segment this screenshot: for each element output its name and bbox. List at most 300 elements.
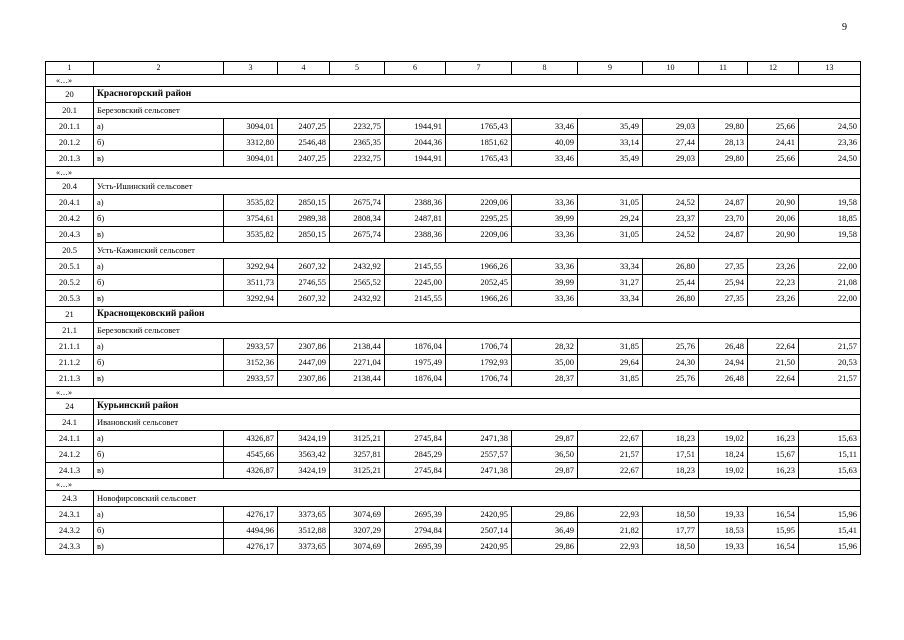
row-subcategory: б): [94, 275, 224, 291]
value-cell: 4276,17: [224, 507, 278, 523]
value-cell: 26,48: [699, 339, 748, 355]
row-subcategory: а): [94, 431, 224, 447]
column-number-header: 6: [385, 62, 446, 75]
value-cell: 1765,43: [446, 151, 512, 167]
value-cell: 15,96: [799, 507, 861, 523]
value-cell: 2407,25: [278, 119, 330, 135]
row-code: 24.1.1: [46, 431, 94, 447]
value-cell: 29,80: [699, 151, 748, 167]
ellipsis-row: [46, 387, 861, 399]
value-cell: 3535,82: [224, 195, 278, 211]
value-cell: 28,13: [699, 135, 748, 151]
table-row: [46, 431, 861, 447]
value-cell: 15,95: [748, 523, 799, 539]
value-cell: 18,50: [643, 539, 699, 555]
table-row: [46, 227, 861, 243]
value-cell: 2044,36: [385, 135, 446, 151]
column-number-header: 10: [643, 62, 699, 75]
value-cell: 2145,55: [385, 259, 446, 275]
value-cell: 2745,84: [385, 463, 446, 479]
value-cell: 4545,66: [224, 447, 278, 463]
value-cell: 4326,87: [224, 431, 278, 447]
value-cell: 3535,82: [224, 227, 278, 243]
value-cell: 3511,73: [224, 275, 278, 291]
value-cell: 2507,14: [446, 523, 512, 539]
value-cell: 26,80: [643, 259, 699, 275]
table-body: [46, 62, 861, 555]
table-row: [46, 339, 861, 355]
row-code: 24.3.2: [46, 523, 94, 539]
row-subcategory: в): [94, 463, 224, 479]
row-subcategory: а): [94, 339, 224, 355]
value-cell: 3373,65: [278, 507, 330, 523]
value-cell: 25,66: [748, 119, 799, 135]
row-code: 20.5.1: [46, 259, 94, 275]
value-cell: 33,46: [512, 119, 578, 135]
row-code: 24.1.2: [46, 447, 94, 463]
council-row: [46, 415, 861, 431]
value-cell: 29,87: [512, 431, 578, 447]
row-code: 21.1.3: [46, 371, 94, 387]
value-cell: 2209,06: [446, 227, 512, 243]
value-cell: 2420,95: [446, 539, 512, 555]
value-cell: 2850,15: [278, 195, 330, 211]
value-cell: 2232,75: [330, 119, 385, 135]
value-cell: 18,24: [699, 447, 748, 463]
value-cell: 2138,44: [330, 371, 385, 387]
value-cell: 16,54: [748, 539, 799, 555]
value-cell: 18,23: [643, 463, 699, 479]
council-title: Усть-Кажинский сельсовет: [94, 243, 861, 259]
value-cell: 3074,69: [330, 507, 385, 523]
value-cell: 3207,29: [330, 523, 385, 539]
value-cell: 35,49: [578, 151, 643, 167]
value-cell: 22,93: [578, 507, 643, 523]
value-cell: 1706,74: [446, 339, 512, 355]
ellipsis-text: «…»: [46, 75, 861, 87]
value-cell: 19,33: [699, 507, 748, 523]
row-code: 20.4.2: [46, 211, 94, 227]
value-cell: 24,50: [799, 119, 861, 135]
ellipsis-text: «…»: [46, 387, 861, 399]
value-cell: 1876,04: [385, 371, 446, 387]
value-cell: 20,06: [748, 211, 799, 227]
value-cell: 2271,04: [330, 355, 385, 371]
value-cell: 19,02: [699, 463, 748, 479]
value-cell: 24,94: [699, 355, 748, 371]
district-title: Курьинский район: [94, 399, 861, 415]
column-number-header: 1: [46, 62, 94, 75]
column-number-header: 7: [446, 62, 512, 75]
value-cell: 36,50: [512, 447, 578, 463]
value-cell: 3312,80: [224, 135, 278, 151]
value-cell: 2471,38: [446, 431, 512, 447]
district-code: 24: [46, 399, 94, 415]
value-cell: 2209,06: [446, 195, 512, 211]
value-cell: 33,36: [512, 195, 578, 211]
value-cell: 2675,74: [330, 195, 385, 211]
value-cell: 2487,81: [385, 211, 446, 227]
value-cell: 2607,32: [278, 291, 330, 307]
table-row: [46, 119, 861, 135]
value-cell: 31,05: [578, 227, 643, 243]
value-cell: 1944,91: [385, 151, 446, 167]
value-cell: 25,76: [643, 339, 699, 355]
row-subcategory: в): [94, 291, 224, 307]
council-row: [46, 243, 861, 259]
column-number-header-row: [46, 62, 861, 75]
value-cell: 27,35: [699, 259, 748, 275]
value-cell: 33,14: [578, 135, 643, 151]
row-subcategory: а): [94, 119, 224, 135]
row-code: 20.5.3: [46, 291, 94, 307]
ellipsis-row: [46, 75, 861, 87]
row-subcategory: в): [94, 371, 224, 387]
value-cell: 2245,00: [385, 275, 446, 291]
value-cell: 33,36: [512, 227, 578, 243]
value-cell: 4276,17: [224, 539, 278, 555]
row-subcategory: б): [94, 211, 224, 227]
value-cell: 1966,26: [446, 291, 512, 307]
value-cell: 2695,39: [385, 539, 446, 555]
value-cell: 22,64: [748, 339, 799, 355]
value-cell: 18,50: [643, 507, 699, 523]
value-cell: 28,32: [512, 339, 578, 355]
value-cell: 19,58: [799, 195, 861, 211]
value-cell: 3373,65: [278, 539, 330, 555]
value-cell: 2138,44: [330, 339, 385, 355]
value-cell: 21,57: [799, 371, 861, 387]
value-cell: 2432,92: [330, 259, 385, 275]
value-cell: 1792,93: [446, 355, 512, 371]
row-subcategory: в): [94, 539, 224, 555]
value-cell: 25,66: [748, 151, 799, 167]
value-cell: 24,87: [699, 227, 748, 243]
value-cell: 39,99: [512, 211, 578, 227]
value-cell: 2052,45: [446, 275, 512, 291]
value-cell: 2808,34: [330, 211, 385, 227]
value-cell: 3094,01: [224, 151, 278, 167]
column-number-header: 2: [94, 62, 224, 75]
value-cell: 2845,29: [385, 447, 446, 463]
district-row: [46, 87, 861, 103]
value-cell: 22,93: [578, 539, 643, 555]
value-cell: 23,26: [748, 259, 799, 275]
value-cell: 15,96: [799, 539, 861, 555]
value-cell: 27,44: [643, 135, 699, 151]
column-number-header: 13: [799, 62, 861, 75]
value-cell: 16,23: [748, 431, 799, 447]
value-cell: 21,82: [578, 523, 643, 539]
value-cell: 36,49: [512, 523, 578, 539]
table-row: [46, 539, 861, 555]
value-cell: 2565,52: [330, 275, 385, 291]
value-cell: 19,58: [799, 227, 861, 243]
value-cell: 2471,38: [446, 463, 512, 479]
council-row: [46, 103, 861, 119]
value-cell: 2295,25: [446, 211, 512, 227]
value-cell: 2695,39: [385, 507, 446, 523]
value-cell: 15,63: [799, 463, 861, 479]
district-code: 20: [46, 87, 94, 103]
row-subcategory: б): [94, 447, 224, 463]
value-cell: 2850,15: [278, 227, 330, 243]
value-cell: 15,67: [748, 447, 799, 463]
value-cell: 24,41: [748, 135, 799, 151]
value-cell: 31,85: [578, 339, 643, 355]
value-cell: 33,36: [512, 291, 578, 307]
value-cell: 24,87: [699, 195, 748, 211]
value-cell: 28,37: [512, 371, 578, 387]
value-cell: 2420,95: [446, 507, 512, 523]
value-cell: 24,50: [799, 151, 861, 167]
table-row: [46, 291, 861, 307]
value-cell: 15,41: [799, 523, 861, 539]
row-subcategory: в): [94, 227, 224, 243]
value-cell: 2307,86: [278, 339, 330, 355]
table-row: [46, 259, 861, 275]
value-cell: 29,64: [578, 355, 643, 371]
value-cell: 29,03: [643, 119, 699, 135]
council-title: Новофирсовский сельсовет: [94, 491, 861, 507]
value-cell: 25,94: [699, 275, 748, 291]
value-cell: 1975,49: [385, 355, 446, 371]
value-cell: 3292,94: [224, 291, 278, 307]
table-row: [46, 463, 861, 479]
row-subcategory: б): [94, 355, 224, 371]
table-row: [46, 135, 861, 151]
column-number-header: 5: [330, 62, 385, 75]
value-cell: 3257,81: [330, 447, 385, 463]
value-cell: 3152,36: [224, 355, 278, 371]
table-row: [46, 275, 861, 291]
value-cell: 16,54: [748, 507, 799, 523]
row-code: 20.4.1: [46, 195, 94, 211]
value-cell: 1851,62: [446, 135, 512, 151]
council-code: 24.3: [46, 491, 94, 507]
value-cell: 2407,25: [278, 151, 330, 167]
value-cell: 21,50: [748, 355, 799, 371]
value-cell: 15,11: [799, 447, 861, 463]
row-code: 20.1.3: [46, 151, 94, 167]
value-cell: 23,37: [643, 211, 699, 227]
ellipsis-row: [46, 167, 861, 179]
value-cell: 3292,94: [224, 259, 278, 275]
row-subcategory: в): [94, 151, 224, 167]
row-code: 20.1.2: [46, 135, 94, 151]
row-code: 21.1.2: [46, 355, 94, 371]
value-cell: 24,52: [643, 227, 699, 243]
value-cell: 3424,19: [278, 431, 330, 447]
value-cell: 2307,86: [278, 371, 330, 387]
row-subcategory: а): [94, 195, 224, 211]
row-code: 24.3.1: [46, 507, 94, 523]
value-cell: 2388,36: [385, 195, 446, 211]
council-code: 20.1: [46, 103, 94, 119]
value-cell: 4326,87: [224, 463, 278, 479]
row-code: 20.5.2: [46, 275, 94, 291]
value-cell: 29,87: [512, 463, 578, 479]
value-cell: 26,48: [699, 371, 748, 387]
value-cell: 31,27: [578, 275, 643, 291]
district-code: 21: [46, 307, 94, 323]
value-cell: 27,35: [699, 291, 748, 307]
tariff-table: [45, 61, 861, 555]
value-cell: 3125,21: [330, 431, 385, 447]
value-cell: 3563,42: [278, 447, 330, 463]
column-number-header: 11: [699, 62, 748, 75]
value-cell: 20,90: [748, 195, 799, 211]
value-cell: 24,52: [643, 195, 699, 211]
value-cell: 2447,09: [278, 355, 330, 371]
table-row: [46, 507, 861, 523]
value-cell: 35,00: [512, 355, 578, 371]
district-title: Красногорский район: [94, 87, 861, 103]
council-title: Усть-Ишинский сельсовет: [94, 179, 861, 195]
value-cell: 22,00: [799, 291, 861, 307]
column-number-header: 8: [512, 62, 578, 75]
table-row: [46, 447, 861, 463]
row-code: 20.1.1: [46, 119, 94, 135]
district-row: [46, 307, 861, 323]
council-code: 20.4: [46, 179, 94, 195]
value-cell: 29,86: [512, 507, 578, 523]
value-cell: 22,23: [748, 275, 799, 291]
row-code: 21.1.1: [46, 339, 94, 355]
page-number: 9: [842, 22, 847, 33]
value-cell: 19,33: [699, 539, 748, 555]
value-cell: 18,23: [643, 431, 699, 447]
value-cell: 1966,26: [446, 259, 512, 275]
value-cell: 2794,84: [385, 523, 446, 539]
row-subcategory: б): [94, 523, 224, 539]
value-cell: 2675,74: [330, 227, 385, 243]
table-row: [46, 523, 861, 539]
council-title: Березовский сельсовет: [94, 103, 861, 119]
value-cell: 3125,21: [330, 463, 385, 479]
value-cell: 3512,88: [278, 523, 330, 539]
value-cell: 23,70: [699, 211, 748, 227]
value-cell: 21,08: [799, 275, 861, 291]
value-cell: 2546,48: [278, 135, 330, 151]
value-cell: 22,67: [578, 463, 643, 479]
value-cell: 15,63: [799, 431, 861, 447]
value-cell: 2989,38: [278, 211, 330, 227]
value-cell: 1765,43: [446, 119, 512, 135]
value-cell: 2388,36: [385, 227, 446, 243]
council-code: 20.5: [46, 243, 94, 259]
value-cell: 1876,04: [385, 339, 446, 355]
table-row: [46, 195, 861, 211]
council-title: Березовский сельсовет: [94, 323, 861, 339]
table-row: [46, 151, 861, 167]
row-subcategory: б): [94, 135, 224, 151]
table-row: [46, 371, 861, 387]
value-cell: 33,46: [512, 151, 578, 167]
value-cell: 2933,57: [224, 371, 278, 387]
table-row: [46, 355, 861, 371]
value-cell: 18,53: [699, 523, 748, 539]
value-cell: 23,36: [799, 135, 861, 151]
council-title: Ивановский сельсовет: [94, 415, 861, 431]
value-cell: 31,85: [578, 371, 643, 387]
value-cell: 22,00: [799, 259, 861, 275]
value-cell: 24,30: [643, 355, 699, 371]
value-cell: 2365,35: [330, 135, 385, 151]
value-cell: 4494,96: [224, 523, 278, 539]
value-cell: 2557,57: [446, 447, 512, 463]
table-row: [46, 211, 861, 227]
value-cell: 2746,55: [278, 275, 330, 291]
value-cell: 3424,19: [278, 463, 330, 479]
district-title: Краснощековский район: [94, 307, 861, 323]
district-row: [46, 399, 861, 415]
value-cell: 17,77: [643, 523, 699, 539]
value-cell: 3754,61: [224, 211, 278, 227]
value-cell: 33,36: [512, 259, 578, 275]
value-cell: 39,99: [512, 275, 578, 291]
value-cell: 22,64: [748, 371, 799, 387]
value-cell: 20,53: [799, 355, 861, 371]
council-row: [46, 491, 861, 507]
value-cell: 33,34: [578, 259, 643, 275]
value-cell: 1944,91: [385, 119, 446, 135]
value-cell: 18,85: [799, 211, 861, 227]
row-code: 24.1.3: [46, 463, 94, 479]
value-cell: 40,09: [512, 135, 578, 151]
value-cell: 2933,57: [224, 339, 278, 355]
value-cell: 1706,74: [446, 371, 512, 387]
value-cell: 2607,32: [278, 259, 330, 275]
value-cell: 2432,92: [330, 291, 385, 307]
value-cell: 17,51: [643, 447, 699, 463]
column-number-header: 4: [278, 62, 330, 75]
value-cell: 26,80: [643, 291, 699, 307]
column-number-header: 9: [578, 62, 643, 75]
row-code: 20.4.3: [46, 227, 94, 243]
value-cell: 2232,75: [330, 151, 385, 167]
row-subcategory: а): [94, 507, 224, 523]
value-cell: 23,26: [748, 291, 799, 307]
row-subcategory: а): [94, 259, 224, 275]
council-row: [46, 323, 861, 339]
value-cell: 25,76: [643, 371, 699, 387]
value-cell: 33,34: [578, 291, 643, 307]
value-cell: 29,03: [643, 151, 699, 167]
ellipsis-text: «…»: [46, 479, 861, 491]
value-cell: 29,24: [578, 211, 643, 227]
value-cell: 29,86: [512, 539, 578, 555]
value-cell: 19,02: [699, 431, 748, 447]
value-cell: 21,57: [578, 447, 643, 463]
value-cell: 31,05: [578, 195, 643, 211]
value-cell: 3094,01: [224, 119, 278, 135]
value-cell: 21,57: [799, 339, 861, 355]
value-cell: 25,44: [643, 275, 699, 291]
column-number-header: 3: [224, 62, 278, 75]
value-cell: 3074,69: [330, 539, 385, 555]
value-cell: 29,80: [699, 119, 748, 135]
value-cell: 2745,84: [385, 431, 446, 447]
column-number-header: 12: [748, 62, 799, 75]
value-cell: 2145,55: [385, 291, 446, 307]
council-code: 21.1: [46, 323, 94, 339]
council-row: [46, 179, 861, 195]
row-code: 24.3.3: [46, 539, 94, 555]
value-cell: 16,23: [748, 463, 799, 479]
value-cell: 35,49: [578, 119, 643, 135]
ellipsis-text: «…»: [46, 167, 861, 179]
